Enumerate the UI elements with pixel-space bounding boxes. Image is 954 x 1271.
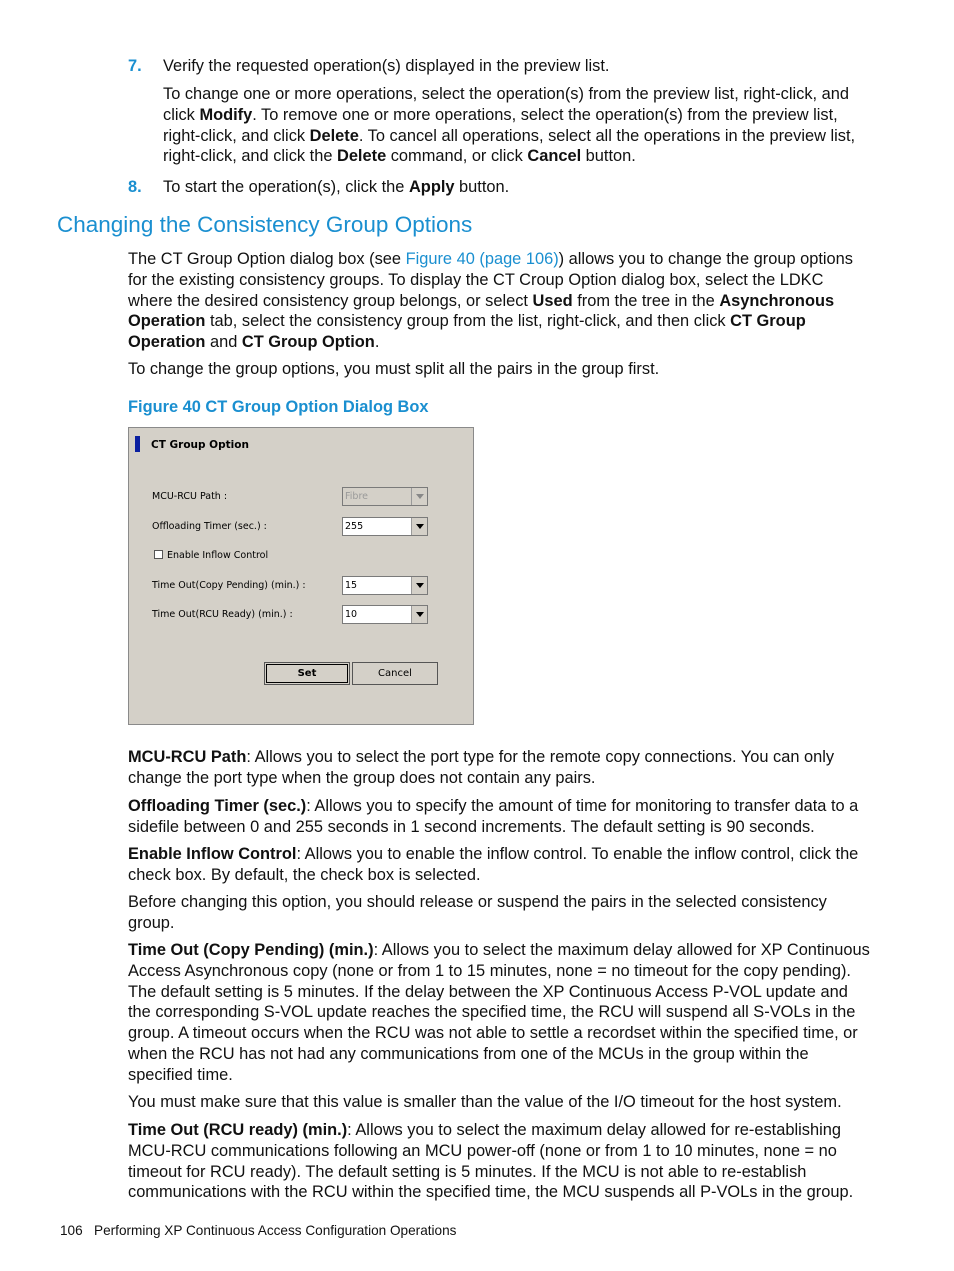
copy-pending-label: Time Out(Copy Pending) (min.) :	[152, 580, 306, 591]
enable-inflow-label: Enable Inflow Control	[167, 550, 269, 561]
desc-offloading-timer	[128, 796, 870, 838]
text-run: tab, select the consistency group from the list, right-click, and then click	[205, 312, 731, 331]
rcu-ready-select[interactable]	[342, 605, 428, 624]
offloading-timer-select[interactable]	[342, 517, 428, 536]
text-run: .	[374, 333, 380, 352]
offloading-timer-label: Offloading Timer (sec.) :	[152, 521, 267, 532]
rcu-ready-value: 10	[345, 609, 358, 620]
bold-term: Apply	[408, 178, 455, 196]
mcu-rcu-path-label: MCU-RCU Path :	[152, 491, 228, 502]
bold-term: Time Out (Copy Pending) (min.)	[128, 941, 374, 959]
mcu-rcu-path-value: Fibre	[345, 491, 368, 502]
bold-term: MCU-RCU Path	[128, 748, 247, 766]
bold-term: CT Group Option	[241, 333, 375, 352]
copy-pending-select[interactable]	[342, 576, 428, 595]
text-run: You must make sure that this value is smaller than the value of the I/O timeout for the host system.	[128, 1093, 842, 1111]
offloading-timer-value: 255	[345, 521, 364, 532]
chevron-down-icon[interactable]	[411, 518, 427, 535]
text-run: : Allows you to specify the amount of time for monitoring to transfer data to a sidefile between 0 and 255 seconds in 1 second increments. The default setting is 90 seconds.	[128, 797, 859, 836]
dialog-title: CT Group Option	[151, 439, 249, 451]
bold-term: Used	[532, 291, 573, 310]
enable-inflow-checkbox[interactable]	[154, 550, 163, 559]
ct-group-option-dialog	[128, 427, 474, 725]
intro-paragraph	[128, 249, 870, 353]
text-run: Before changing this option, you should release or suspend the pairs in the selected consistency group.	[128, 893, 827, 932]
text-run: : Allows you to enable the inflow control. To enable the inflow control, click the check box. By default, the check box is selected.	[128, 845, 859, 884]
text-run: and	[205, 333, 242, 352]
step-text: Verify the requested operation(s) displayed in the preview list.	[163, 57, 610, 75]
text-run: button.	[454, 178, 510, 196]
page-number: 106	[60, 1223, 83, 1238]
text-run: The CT Group Option dialog box (see	[128, 250, 406, 268]
text-run: : Allows you to select the port type for the remote copy connections. You can only change the port type when the group does not contain any pairs.	[128, 748, 835, 787]
step-text	[163, 177, 873, 198]
text-run: To start the operation(s), click the	[163, 178, 409, 196]
step-number: 8.	[128, 178, 142, 196]
page-footer	[60, 1223, 456, 1238]
step-number: 7.	[128, 57, 142, 75]
desc-rcu-ready	[128, 1120, 870, 1203]
text-run: : Allows you to select the maximum delay allowed for XP Continuous Access Asynchronous copy (none or from 1 to 15 minutes, none = no timeout for the copy pending). The default setting is 5 minutes. If the delay between the XP Continuous Access P-VOL update and the corresponding S-VOL update reaches the specified time, the RCU will suspend all S-VOLs in the group. A timeout occurs when the RCU was not able to settle a recordset within the specified time, or when the RCU has not had any communications from one of the MCUs in the group within the specified time.	[128, 941, 870, 1084]
text-run: To change one or more operations, select the operation(s) from the preview list, right-click, and click	[163, 85, 850, 124]
text-run: button.	[581, 147, 636, 166]
text-run: command, or click	[386, 147, 528, 166]
chevron-down-icon[interactable]	[411, 606, 427, 623]
text-run: : Allows you to select the maximum delay allowed for re-establishing MCU-RCU communications following an MCU power-off (none or from 1 to 10 minutes, none = no timeout for RCU ready). The default setting is 5 minutes. If the MCU is not able to re-establish communications with the RCU within the specified time, the MCU suspends all P-VOLs in the group.	[128, 1121, 854, 1202]
bold-term: Enable Inflow Control	[128, 845, 297, 863]
bold-term: Asynchronous Operation	[128, 291, 835, 331]
bold-term: CT Group Operation	[128, 312, 806, 352]
bold-term: Offloading Timer (sec.)	[128, 797, 307, 815]
figure-link[interactable]: Figure 40 (page 106)	[405, 250, 559, 268]
section-heading: Changing the Consistency Group Options	[57, 212, 473, 237]
chapter-title: Performing XP Continuous Access Configuration Operations	[94, 1223, 457, 1238]
desc-inflow-note	[128, 892, 870, 934]
desc-io-timeout-note	[128, 1092, 870, 1113]
bold-term: Time Out (RCU ready) (min.)	[128, 1121, 348, 1139]
title-accent-bar	[135, 436, 140, 452]
chevron-down-icon[interactable]	[411, 488, 427, 505]
desc-enable-inflow	[128, 844, 870, 886]
desc-mcu-rcu-path	[128, 747, 870, 789]
bold-term: Delete	[309, 126, 359, 145]
bold-term: Modify	[199, 105, 253, 124]
chevron-down-icon[interactable]	[411, 577, 427, 594]
mcu-rcu-path-select[interactable]	[342, 487, 428, 506]
text-run: from the tree in the	[572, 291, 720, 310]
rcu-ready-label: Time Out(RCU Ready) (min.) :	[152, 609, 293, 620]
set-button[interactable]: Set	[264, 662, 350, 685]
copy-pending-value: 15	[345, 580, 358, 591]
figure-caption: Figure 40 CT Group Option Dialog Box	[128, 398, 429, 416]
bold-term: Delete	[336, 147, 387, 166]
text-run: ) allows you to change the group options for the existing consistency groups. To display the CT Croup Option dialog box, select the LDKC where the desired consistency group belongs, or select	[128, 250, 853, 310]
bold-term: Cancel	[527, 147, 582, 166]
text-run: . To cancel all operations, select all the operations in the preview list, right-click, and click the	[163, 126, 856, 166]
text-run: . To remove one or more operations, select the operation(s) from the preview list, right-click, and click	[163, 105, 838, 145]
split-note: To change the group options, you must split all the pairs in the group first.	[128, 360, 660, 378]
cancel-button[interactable]: Cancel	[352, 662, 438, 685]
step-detail	[163, 84, 873, 167]
desc-copy-pending	[128, 940, 870, 1086]
